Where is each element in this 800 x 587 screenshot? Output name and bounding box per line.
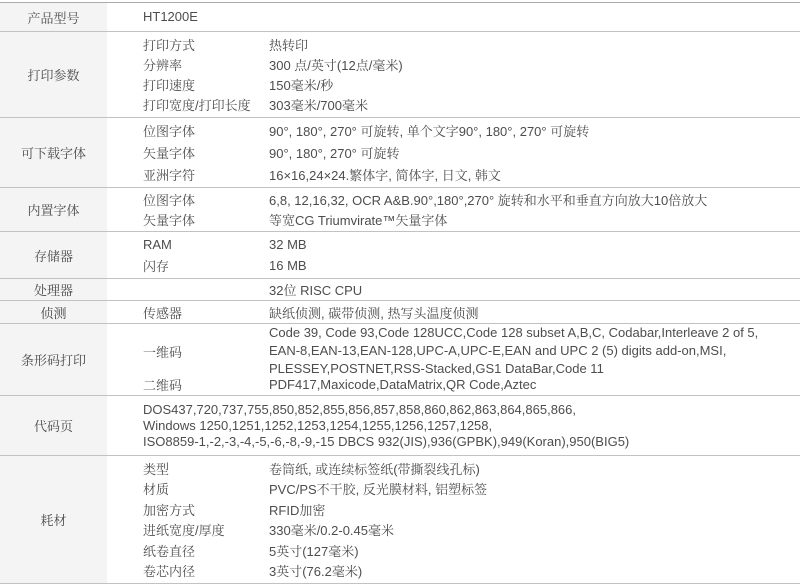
barcode-1d-line: PLESSEY,POSTNET,RSS-Stacked,GS1 DataBar,Code 11: [269, 361, 604, 377]
spec-label: 打印宽度/打印长度: [143, 98, 251, 114]
spec-row: [107, 95, 800, 115]
barcode-content: [107, 324, 800, 395]
spec-label: 类型: [143, 461, 170, 477]
spec-value: 32 MB: [269, 237, 307, 252]
spec-row: [107, 255, 800, 276]
spec-label: 材质: [143, 482, 170, 498]
category-cell-builtin-fonts: [0, 188, 107, 231]
spec-value: 卷筒纸, 或连续标签纸(带撕裂线孔标): [269, 461, 480, 477]
section-memory: [0, 232, 800, 279]
spec-label: 一维码: [143, 344, 183, 360]
spec-label: 闪存: [143, 259, 170, 274]
spec-row-2d-barcode: [107, 376, 800, 393]
print-params-content: [107, 32, 800, 117]
spec-label: 打印方式: [143, 37, 196, 53]
spec-value: RFID加密: [269, 502, 326, 518]
product-model-value-area: [107, 3, 800, 31]
spec-value: 热转印: [269, 37, 309, 53]
memory-content: [107, 232, 800, 278]
category-cell-downloadable-fonts: [0, 118, 107, 187]
spec-value: 300 点/英寸(12点/毫米): [269, 57, 403, 73]
spec-value-multiline: [269, 324, 800, 378]
spec-value: 5英寸(127毫米): [269, 543, 359, 559]
spec-label: 亚洲字符: [143, 167, 196, 183]
category-label: 处理器: [33, 283, 73, 298]
section-builtin-fonts: [0, 188, 800, 232]
processor-content: [107, 279, 800, 300]
spec-row: [107, 120, 800, 142]
builtin-fonts-content: [107, 188, 800, 231]
spec-row: [107, 561, 800, 582]
spec-row: [107, 163, 800, 185]
code-page-line: ISO8859-1,-2,-3,-4,-5,-6,-8,-9,-15 DBCS 932(JIS),936(GPBK),949(Koran),950(BIG5): [143, 433, 630, 449]
barcode-1d-line: Code 39, Code 93,Code 128UCC,Code 128 subset A,B,C, Codabar,Interleave 2 of 5,: [269, 325, 759, 341]
spec-row: [107, 458, 800, 479]
spec-label: 卷芯内径: [143, 564, 196, 580]
section-barcode-printing: [0, 324, 800, 396]
spec-label: 分辨率: [143, 57, 183, 73]
spec-row: [107, 479, 800, 500]
spec-row: [107, 190, 800, 210]
spec-value: 16 MB: [269, 258, 307, 273]
category-label: 打印参数: [27, 68, 80, 83]
spec-label: 加密方式: [143, 502, 196, 518]
category-label: 条形码打印: [20, 353, 86, 368]
spec-label: 二维码: [143, 378, 183, 394]
spec-value: 16×16,24×24.繁体字, 简体字, 日文, 韩文: [269, 167, 501, 183]
spec-value: 缺纸侦测, 碳带侦测, 热写头温度侦测: [269, 305, 479, 321]
category-label: 侦测: [40, 305, 67, 321]
spec-row: [107, 303, 800, 321]
section-detection: [0, 301, 800, 324]
category-cell-print-params: [0, 32, 107, 117]
code-pages-value-area: [107, 396, 800, 455]
category-label: 代码页: [33, 419, 73, 434]
category-label: 耗材: [40, 513, 67, 528]
spec-label: 矢量字体: [143, 212, 196, 228]
code-page-line: DOS437,720,737,755,850,852,855,856,857,858,860,862,863,864,865,866,: [143, 401, 576, 417]
product-spec-table: [0, 2, 800, 584]
spec-label: RAM: [143, 237, 172, 252]
spec-value: PDF417,Maxicode,DataMatrix,QR Code,Aztec: [269, 377, 537, 393]
section-print-params: [0, 32, 800, 118]
spec-row: [107, 54, 800, 74]
category-cell-code-pages: [0, 396, 107, 455]
spec-value: 32位 RISC CPU: [269, 283, 363, 298]
spec-row: [107, 281, 800, 298]
section-consumables: [0, 456, 800, 584]
category-label: 可下载字体: [20, 146, 86, 161]
spec-value: 330毫米/0.2-0.45毫米: [269, 523, 395, 539]
downloadable-fonts-content: [107, 118, 800, 187]
spec-label: 纸卷直径: [143, 543, 196, 559]
section-code-pages: [0, 396, 800, 456]
category-label: 内置字体: [27, 203, 80, 218]
spec-label: 传感器: [143, 305, 183, 321]
spec-label: 位图字体: [143, 124, 196, 140]
spec-value: 90°, 180°, 270° 可旋转, 单个文字90°, 180°, 270° 可旋转: [269, 124, 590, 140]
spec-row: [107, 520, 800, 541]
detection-content: [107, 301, 800, 323]
product-model-value: HT1200E: [143, 9, 198, 24]
barcode-1d-line: EAN-8,EAN-13,EAN-128,UPC-A,UPC-E,EAN and UPC 2 (5) digits add-on,MSI,: [269, 343, 727, 359]
spec-value: 6,8, 12,16,32, OCR A&B.90°,180°,270° 旋转和水平和垂直方向放大10倍放大: [269, 193, 708, 209]
category-cell-processor: [0, 279, 107, 300]
spec-label: 位图字体: [143, 193, 196, 209]
spec-row: [107, 34, 800, 54]
category-label: 存储器: [33, 248, 73, 264]
spec-row: [107, 234, 800, 255]
spec-row: [107, 210, 800, 230]
code-page-line: Windows 1250,1251,1252,1253,1254,1255,1256,1257,1258,: [143, 417, 493, 433]
spec-row: [107, 75, 800, 95]
spec-label: 矢量字体: [143, 146, 196, 161]
spec-label: 进纸宽度/厚度: [143, 523, 225, 539]
spec-row: [107, 499, 800, 520]
section-product-model: [0, 3, 800, 32]
category-cell-product-model: [0, 3, 107, 31]
category-cell-detection: [0, 301, 107, 323]
category-cell-barcode-printing: [0, 324, 107, 395]
category-label: 产品型号: [27, 10, 80, 26]
spec-value: 150毫米/秒: [269, 78, 334, 94]
spec-value: 303毫米/700毫米: [269, 98, 368, 114]
spec-value: 3英寸(76.2毫米): [269, 564, 363, 580]
spec-value: 90°, 180°, 270° 可旋转: [269, 146, 400, 161]
spec-label: 打印速度: [143, 78, 196, 94]
spec-value: PVC/PS不干胶, 反光膜材料, 铝塑标签: [269, 482, 488, 498]
section-downloadable-fonts: [0, 118, 800, 188]
spec-row: [107, 142, 800, 164]
spec-value: 等宽CG Triumvirate™矢量字体: [269, 212, 448, 228]
category-cell-consumables: [0, 456, 107, 583]
section-processor: [0, 279, 800, 301]
category-cell-memory: [0, 232, 107, 278]
spec-row: [107, 540, 800, 561]
spec-row-1d-barcode: [107, 326, 800, 376]
consumables-content: [107, 456, 800, 583]
